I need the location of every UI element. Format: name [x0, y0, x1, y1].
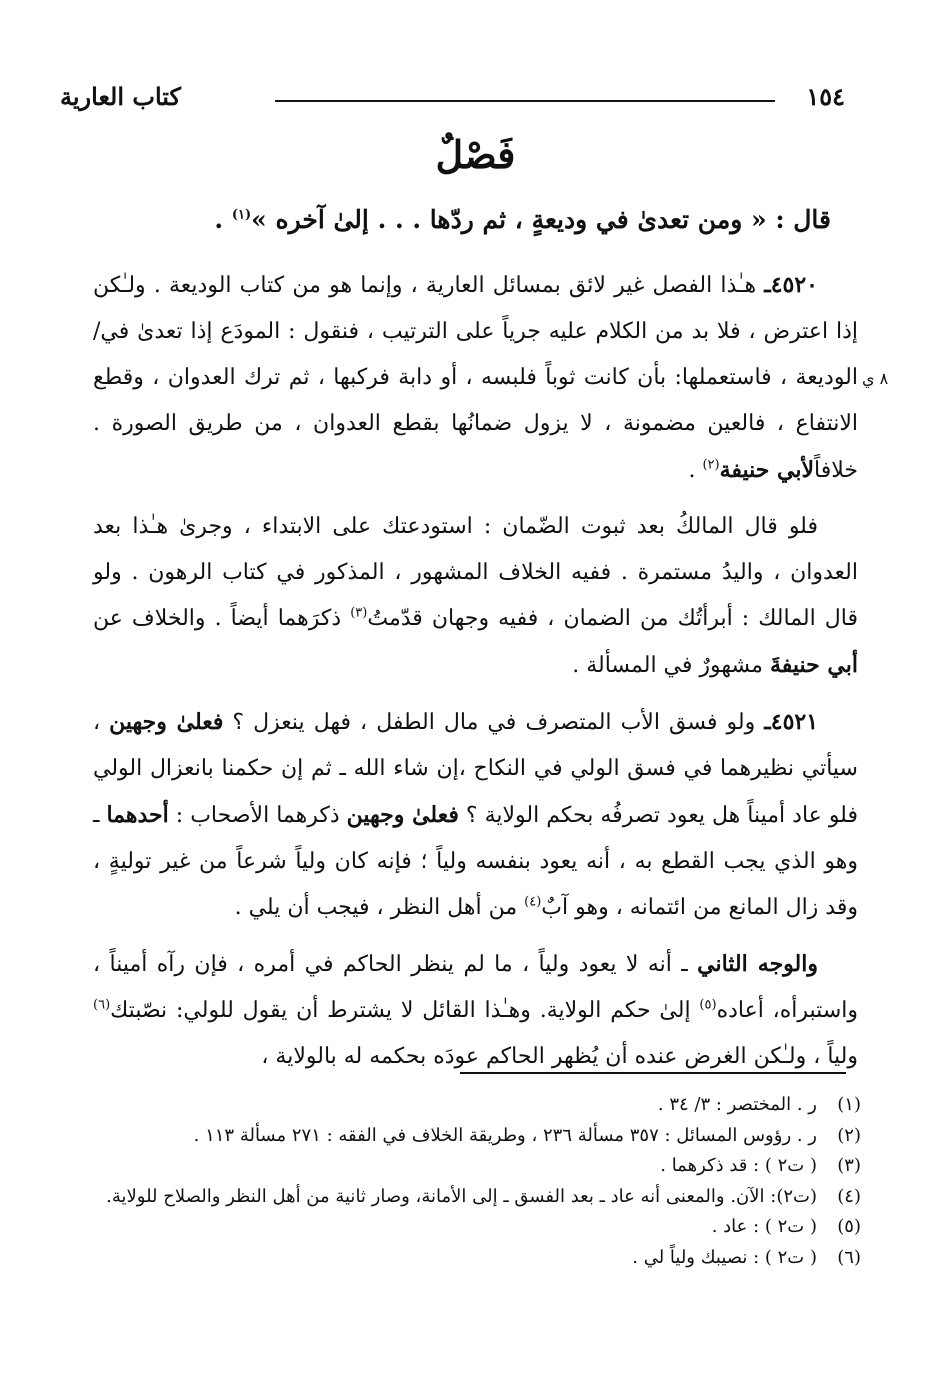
- footnote: [81, 1182, 861, 1213]
- paragraph-text: من أهل النظر ، فيجب أن يلي .: [234, 895, 525, 920]
- footnote-text: ر . المختصر : ٣/ ٣٤ .: [657, 1094, 817, 1115]
- footnote: [81, 1212, 861, 1243]
- bold-phrase: فعلىٰ وجهين: [109, 709, 224, 735]
- paragraph-text: فلو قال المالكُ بعد ثبوت الضّمان : استودعتك على الابتداء ، وجرىٰ هـٰذا بعد العدوان ، واليدُ مستمرة . ففيه الخلاف المشهور ، المذكور في كتاب الرهون . ولو قال المالك : أبرأتُك من الضمان ، ففيه وجهان قدّمتُ: [93, 514, 859, 631]
- footnote-number: (٣): [837, 1155, 861, 1176]
- bold-phrase: فعلىٰ وجهين: [346, 802, 459, 828]
- paragraph-text: ذكرَهما أيضاً . والخلاف عن: [93, 606, 351, 631]
- footnote: [81, 1243, 861, 1274]
- paragraph-text: ولياً ، ولـٰكن الغرض عنده أن يُظهر الحاكم عودَه بحكمه له بالولاية ،: [261, 1044, 858, 1069]
- footnote: [81, 1121, 861, 1152]
- paragraph-text: ذكرهما الأصحاب :: [168, 803, 347, 828]
- footnote-text: ( ت٢ ) : عاد .: [711, 1216, 817, 1237]
- paragraph-number: ٤٥٢٠ـ: [764, 272, 818, 298]
- running-header: [60, 82, 845, 116]
- footnote-number: (٦): [837, 1246, 861, 1268]
- margin-note: ٨ ي: [862, 369, 889, 388]
- footnote-text: ( ت٢ ) : نصيبك ولياً لي .: [632, 1246, 817, 1268]
- footnote-number: (٥): [837, 1216, 861, 1237]
- paragraph-text: هـٰذا الفصل غير لائق بمسائل العارية ، وإنما هو من كتاب الوديعة . ولـٰكن إذا اعترض ، فلا بد من الكلام عليه جرياً على الترتيب ، فنقول : المودَع إذا تعدىٰ في/ الوديعة ، فاستعملها: بأن كانت ثوباً فلبسه ، أو دابة فركبها ، ثم ترك العدوان ، وقطع الانتفاع ، فالعين مضمونة ، لا يزول ضمانُها بقطع العدوان ، من طريق الصورة . خلافاً: [93, 273, 858, 483]
- footnote-ref: (٥): [699, 997, 717, 1013]
- paragraph-text: ، سيأتي نظيرهما في فسق الولي في النكاح ،إن شاء الله ـ ثم إن حكمنا بانعزال الولي فلو عاد أميناً هل يعود تصرفُه بحكم الولاية ؟: [93, 710, 858, 828]
- footnote-ref: (١): [231, 207, 252, 223]
- quote-line: قال : « ومن تعدىٰ في وديعةٍ ، ثم ردّها . . . إلىٰ آخره »$^{(١)}$ .: [214, 205, 831, 234]
- footnote-rule: [460, 1072, 846, 1074]
- book-title: كتاب العارية: [60, 82, 181, 111]
- footnote-ref: (٢): [702, 457, 720, 473]
- footnote-ref: (٤): [524, 894, 542, 910]
- bold-phrase: والوجه الثاني: [697, 951, 818, 977]
- paragraph-number: ٤٥٢١ـ: [764, 709, 819, 735]
- bold-phrase: أحدهما: [106, 802, 169, 828]
- footnote-text: (ت٢): الآن. والمعنى أنه عاد ـ بعد الفسق ـ إلى الأمانة، وصار ثانية من أهل النظر والصلاح للولاية.: [106, 1185, 817, 1207]
- footnotes: [81, 1090, 861, 1273]
- paragraph-text: ـ أنه لا يعود ولياً ، ما لم ينظر الحاكم في أمره ، فإن رآه أميناً ، واستبرأه، أعاده: [93, 952, 858, 1023]
- footnote-number: (١): [837, 1094, 861, 1115]
- paragraph-text: ـ وهو الذي يجب القطع به ، أنه يعود بنفسه ولياً ؛ فإنه كان ولياً شرعاً من غير توليةٍ ، وقد زال المانع من ائتمانه ، وهو آبٌ: [93, 803, 858, 920]
- paragraph: [93, 262, 858, 494]
- footnote-text: ( ت٢ ) : قد ذكرهما .: [660, 1155, 817, 1176]
- footnote-ref: (٣): [350, 605, 368, 621]
- footnote-number: (٢): [837, 1124, 861, 1146]
- paragraph: [93, 941, 858, 1080]
- footnote-text: ر . رؤوس المسائل : ٣٥٧ مسألة ٢٣٦ ، وطريقة الخلاف في الفقه : ٢٧١ مسألة ١١٣ .: [193, 1124, 817, 1146]
- footnote-ref: (٦): [93, 997, 111, 1013]
- paragraph: [93, 699, 858, 931]
- paragraph-text: ولو فسق الأب المتصرف في مال الطفل ، فهل ينعزل ؟: [223, 710, 756, 735]
- header-rule: [275, 100, 775, 102]
- paragraph-text: مشهورٌ في المسألة .: [572, 653, 770, 678]
- body-text: [93, 262, 858, 1090]
- footnote-number: (٤): [837, 1185, 861, 1207]
- bold-phrase: أبي حنيفةَ: [769, 652, 858, 678]
- footnote: [81, 1151, 861, 1182]
- paragraph-text: إلىٰ حكم الولاية. وهـٰذا القائل لا يشترط أن يقول للولي: نصّبتك: [110, 998, 700, 1023]
- page-number: ١٥٤: [806, 82, 845, 111]
- footnote: [81, 1090, 861, 1121]
- bold-phrase: لأبي حنيفة: [719, 457, 815, 483]
- section-heading: فَصْلٌ: [435, 132, 516, 177]
- paragraph: [93, 504, 858, 689]
- quote-text: قال : « ومن تعدىٰ في وديعةٍ ، ثم ردّها . . . إلىٰ آخره »: [251, 205, 831, 234]
- paragraph-end: .: [688, 458, 703, 483]
